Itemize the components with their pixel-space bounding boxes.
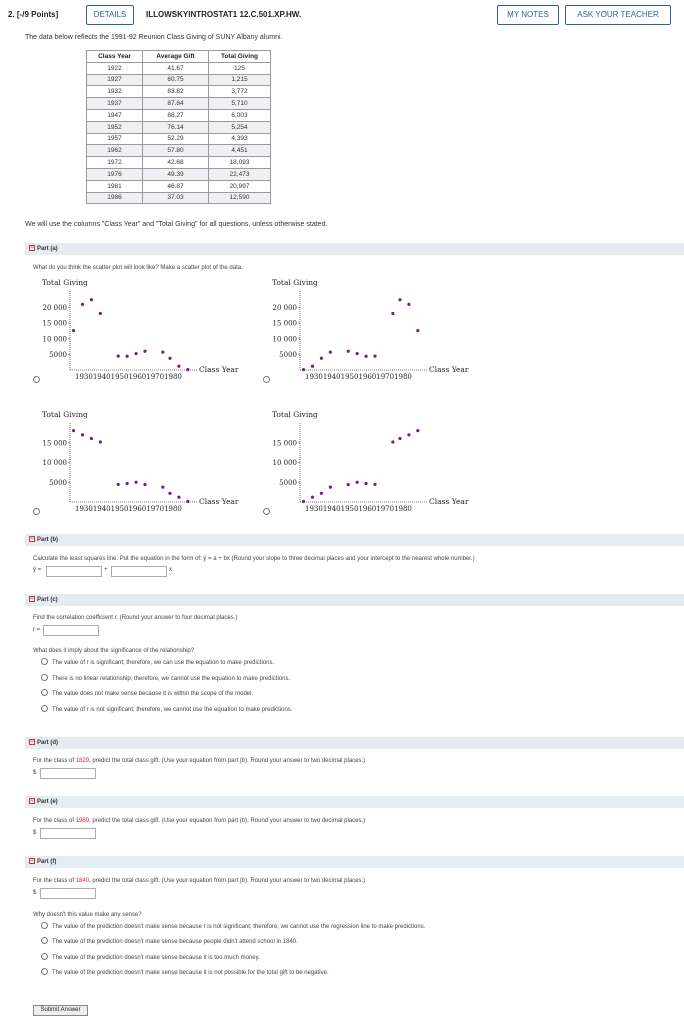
option-label: The value of r is significant; therefore, we can use the equation to make predictions. xyxy=(52,660,275,667)
y-tick-label: 10 000 xyxy=(272,335,297,344)
x-tick-labels: 193019401950196019701980 xyxy=(305,373,412,381)
data-point xyxy=(117,354,120,357)
table-cell: 1927 xyxy=(87,74,143,86)
table-cell: 57.80 xyxy=(143,145,209,157)
prediction-1829-input[interactable] xyxy=(40,768,96,779)
data-point xyxy=(416,329,419,332)
option-label: The value of the prediction doesn't make sense because it is too much money. xyxy=(52,955,260,962)
radio-plot-3[interactable] xyxy=(33,508,40,515)
x-axis-label: Class Year xyxy=(429,497,469,506)
data-point xyxy=(168,357,171,360)
collapse-icon[interactable]: − xyxy=(30,536,34,543)
data-point xyxy=(161,486,164,489)
part-label: Part (c) xyxy=(37,597,58,603)
table-row xyxy=(87,145,271,157)
data-table xyxy=(86,50,271,204)
question-code: ILLOWSKYINTROSTAT1 12.C.501.XP.HW. xyxy=(146,10,302,19)
columns-note: We will use the columns "Class Year" and "Total Giving" for all questions, unless otherwise stated. xyxy=(25,221,328,228)
collapse-icon[interactable]: − xyxy=(30,596,34,603)
prompt-suffix: , predict the total class gift. (Use your equation from part (b). Round your answer to two decimal places.) xyxy=(89,878,366,884)
scatter-plot-options xyxy=(0,275,684,515)
table-cell: 18,093 xyxy=(209,157,271,169)
radio-button[interactable] xyxy=(41,658,48,665)
prompt-suffix: , predict the total class gift. (Use your equation from part (b). Round your answer to two decimal places.) xyxy=(89,758,366,764)
data-point xyxy=(356,481,359,484)
y-axis-label: Total Giving xyxy=(272,410,318,419)
table-cell: 1952 xyxy=(87,121,143,133)
intro-text: The data below reflects the 1991-92 Reunion Class Giving of SUNY Albany alumni. xyxy=(25,34,283,41)
data-point xyxy=(134,352,137,355)
y-tick-label: 20 000 xyxy=(42,304,67,312)
x-axis-label: Class Year xyxy=(199,497,239,506)
data-point xyxy=(186,500,189,503)
correlation-input[interactable] xyxy=(43,625,99,636)
table-cell: 1986 xyxy=(87,192,143,204)
sense-option[interactable] xyxy=(41,923,425,930)
ask-teacher-button[interactable]: ASK YOUR TEACHER xyxy=(565,5,671,25)
highlighted-year: 1829 xyxy=(75,758,90,764)
table-row xyxy=(87,86,271,98)
radio-button[interactable] xyxy=(41,674,48,681)
prediction-1840-input[interactable] xyxy=(40,888,96,899)
column-header: Average Gift xyxy=(143,51,209,63)
data-point xyxy=(398,437,401,440)
x-variable: x xyxy=(169,567,172,573)
part-c-prompt: Find the correlation coefficient r. (Round your answer to four decimal places.) xyxy=(33,615,238,621)
r-label: r = xyxy=(33,627,41,633)
y-tick-label: 20 000 xyxy=(272,304,297,312)
table-cell: 6,003 xyxy=(209,109,271,121)
radio-plot-4[interactable] xyxy=(263,508,270,515)
data-point xyxy=(177,496,180,499)
y-tick-label: 5000 xyxy=(49,350,67,359)
table-header-row xyxy=(87,51,271,63)
table-cell: 3,772 xyxy=(209,86,271,98)
option-label: The value does not make sense because it is within the scope of the model. xyxy=(52,691,254,698)
option-label: The value of the prediction doesn't make sense because it is not possible for the total gift to be negative. xyxy=(52,970,329,977)
part-a-header[interactable] xyxy=(25,243,684,255)
slope-input[interactable] xyxy=(111,566,167,577)
data-point xyxy=(134,481,137,484)
details-button[interactable]: DETAILS xyxy=(86,5,134,25)
data-point xyxy=(81,303,84,306)
submit-answer-button[interactable]: Submit Answer xyxy=(33,1005,88,1016)
x-axis-label: Class Year xyxy=(429,365,469,374)
significance-option[interactable] xyxy=(41,659,274,666)
table-row xyxy=(87,180,271,192)
table-cell: 46.87 xyxy=(143,180,209,192)
table-row xyxy=(87,133,271,145)
data-point xyxy=(161,351,164,354)
table-cell: 1932 xyxy=(87,86,143,98)
question-header xyxy=(0,0,684,30)
data-point xyxy=(347,350,350,353)
prompt-prefix: For the class of xyxy=(33,878,76,884)
table-row xyxy=(87,109,271,121)
data-point xyxy=(302,368,305,371)
yhat-label: ŷ = xyxy=(33,567,42,573)
data-point xyxy=(99,312,102,315)
data-point xyxy=(407,433,410,436)
x-tick-labels: 193019401950196019701980 xyxy=(305,505,412,513)
data-point xyxy=(72,329,75,332)
collapse-icon[interactable]: − xyxy=(30,798,34,805)
my-notes-button[interactable]: MY NOTES xyxy=(497,5,559,25)
plus-sign: + xyxy=(104,567,108,573)
data-point xyxy=(364,355,367,358)
table-cell: 88.27 xyxy=(143,109,209,121)
part-label: Part (d) xyxy=(37,740,58,746)
data-point xyxy=(373,354,376,357)
question-number: 2. [-/9 Points] xyxy=(8,10,59,19)
highlighted-year: 1840 xyxy=(75,878,90,884)
data-point xyxy=(117,483,120,486)
y-tick-label: 15 000 xyxy=(272,319,297,328)
table-cell: 1972 xyxy=(87,157,143,169)
dollar-sign: $ xyxy=(33,830,37,836)
y-tick-label: 10 000 xyxy=(42,459,67,468)
data-point xyxy=(398,298,401,301)
radio-button[interactable] xyxy=(41,953,48,960)
y-tick-label: 5000 xyxy=(279,350,297,359)
radio-button[interactable] xyxy=(41,968,48,975)
part-e-prompt xyxy=(33,818,365,824)
part-c-header[interactable] xyxy=(25,594,684,606)
column-header: Total Giving xyxy=(209,51,271,63)
data-point xyxy=(391,440,394,443)
part-a-prompt: What do you think the scatter plot will look like? Make a scatter plot of the data. xyxy=(33,265,243,271)
significance-option[interactable] xyxy=(41,675,290,682)
data-point xyxy=(177,365,180,368)
table-row xyxy=(87,62,271,74)
collapse-icon[interactable]: − xyxy=(30,245,34,252)
part-d-prompt xyxy=(33,758,365,764)
data-point xyxy=(168,492,171,495)
y-tick-label: 5000 xyxy=(49,478,67,487)
part-b-prompt: Calculate the least squares line. Put the equation in the form of: ŷ = a + bx (Round your slope to three decimal places and your intercept to the nearest whole number.) xyxy=(33,556,475,562)
y-tick-label: 10 000 xyxy=(272,459,297,468)
y-tick-label: 10 000 xyxy=(42,335,67,344)
table-row xyxy=(87,157,271,169)
data-point xyxy=(329,486,332,489)
table-cell: 22,473 xyxy=(209,168,271,180)
intercept-input[interactable] xyxy=(46,566,102,577)
column-header: Class Year xyxy=(87,51,143,63)
highlighted-year: 1969 xyxy=(75,818,90,824)
prediction-1969-input[interactable] xyxy=(40,828,96,839)
table-cell: 1,215 xyxy=(209,74,271,86)
table-cell: 125 xyxy=(209,62,271,74)
part-e-header[interactable] xyxy=(25,796,684,808)
part-label: Part (e) xyxy=(37,799,58,805)
data-point xyxy=(81,433,84,436)
y-axis-label: Total Giving xyxy=(272,278,318,287)
table-row xyxy=(87,168,271,180)
table-cell: 87.84 xyxy=(143,98,209,110)
radio-button[interactable] xyxy=(41,705,48,712)
part-label: Part (b) xyxy=(37,537,58,543)
collapse-icon[interactable]: − xyxy=(30,858,34,865)
option-label: The value of the prediction doesn't make sense because people didn't attend school in 1840. xyxy=(52,939,298,946)
table-row xyxy=(87,98,271,110)
table-cell: 12,590 xyxy=(209,192,271,204)
y-axis-label: Total Giving xyxy=(42,278,88,287)
part-d-header[interactable] xyxy=(25,737,684,749)
table-cell: 1981 xyxy=(87,180,143,192)
significance-option[interactable] xyxy=(41,690,253,697)
data-point xyxy=(329,351,332,354)
data-point xyxy=(186,368,189,371)
sense-option[interactable] xyxy=(41,938,298,945)
data-point xyxy=(72,429,75,432)
table-cell: 42.68 xyxy=(143,157,209,169)
data-point xyxy=(143,350,146,353)
y-tick-label: 15 000 xyxy=(272,439,297,448)
data-point xyxy=(347,483,350,486)
table-cell: 1922 xyxy=(87,62,143,74)
table-cell: 41.67 xyxy=(143,62,209,74)
table-row xyxy=(87,74,271,86)
data-point xyxy=(407,303,410,306)
data-point xyxy=(311,365,314,368)
x-tick-labels: 193019401950196019701980 xyxy=(75,373,182,381)
prompt-suffix: , predict the total class gift. (Use your equation from part (b). Round your answer to two decimal places.) xyxy=(89,818,366,824)
table-cell: 83.82 xyxy=(143,86,209,98)
x-tick-labels: 193019401950196019701980 xyxy=(75,505,182,513)
table-cell: 52.29 xyxy=(143,133,209,145)
data-point xyxy=(302,500,305,503)
x-axis-label: Class Year xyxy=(199,365,239,374)
dollar-sign: $ xyxy=(33,770,37,776)
table-cell: 5,254 xyxy=(209,121,271,133)
table-cell: 76.14 xyxy=(143,121,209,133)
table-cell: 1947 xyxy=(87,109,143,121)
part-b-header[interactable] xyxy=(25,534,684,546)
radio-plot-2[interactable] xyxy=(263,376,270,383)
dollar-sign: $ xyxy=(33,890,37,896)
radio-button[interactable] xyxy=(41,689,48,696)
y-tick-label: 5000 xyxy=(279,478,297,487)
table-cell: 1976 xyxy=(87,168,143,180)
sense-option[interactable] xyxy=(41,969,329,976)
option-label: The value of the prediction doesn't make sense because r is not significant; therefore, we cannot use the regression line to make predictions. xyxy=(52,924,426,931)
data-point xyxy=(320,492,323,495)
table-cell: 60.75 xyxy=(143,74,209,86)
table-cell: 4,393 xyxy=(209,133,271,145)
radio-button[interactable] xyxy=(41,922,48,929)
table-row xyxy=(87,121,271,133)
table-cell: 1962 xyxy=(87,145,143,157)
sense-option[interactable] xyxy=(41,954,260,961)
data-point xyxy=(126,482,129,485)
data-point xyxy=(311,496,314,499)
part-f-header[interactable] xyxy=(25,856,684,868)
data-point xyxy=(320,357,323,360)
option-label: The value of r is not significant; therefore, we cannot use the equation to make predictions. xyxy=(52,707,293,714)
radio-plot-1[interactable] xyxy=(33,376,40,383)
data-point xyxy=(90,298,93,301)
part-label: Part (f) xyxy=(37,859,57,865)
radio-button[interactable] xyxy=(41,937,48,944)
sense-question: Why doesn't this value make any sense? xyxy=(33,912,142,918)
data-point xyxy=(99,440,102,443)
part-label: Part (a) xyxy=(37,246,58,252)
significance-question: What does it imply about the significance of the relationship? xyxy=(33,648,195,654)
data-point xyxy=(143,483,146,486)
table-cell: 49.39 xyxy=(143,168,209,180)
table-cell: 1957 xyxy=(87,133,143,145)
y-axis-label: Total Giving xyxy=(42,410,88,419)
table-row xyxy=(87,192,271,204)
option-label: There is no linear relationship; therefore, we cannot use the equation to make predictions. xyxy=(52,676,291,683)
data-point xyxy=(373,483,376,486)
data-point xyxy=(356,352,359,355)
part-f-prompt xyxy=(33,878,365,884)
collapse-icon[interactable]: − xyxy=(30,739,34,746)
prompt-prefix: For the class of xyxy=(33,818,76,824)
data-point xyxy=(364,482,367,485)
table-cell: 20,997 xyxy=(209,180,271,192)
prompt-prefix: For the class of xyxy=(33,758,76,764)
data-point xyxy=(126,355,129,358)
table-cell: 37.03 xyxy=(143,192,209,204)
data-point xyxy=(416,429,419,432)
table-cell: 5,710 xyxy=(209,98,271,110)
significance-option[interactable] xyxy=(41,706,292,713)
y-tick-label: 15 000 xyxy=(42,319,67,328)
table-cell: 1937 xyxy=(87,98,143,110)
data-point xyxy=(391,312,394,315)
data-point xyxy=(90,437,93,440)
table-cell: 4,451 xyxy=(209,145,271,157)
y-tick-label: 15 000 xyxy=(42,439,67,448)
